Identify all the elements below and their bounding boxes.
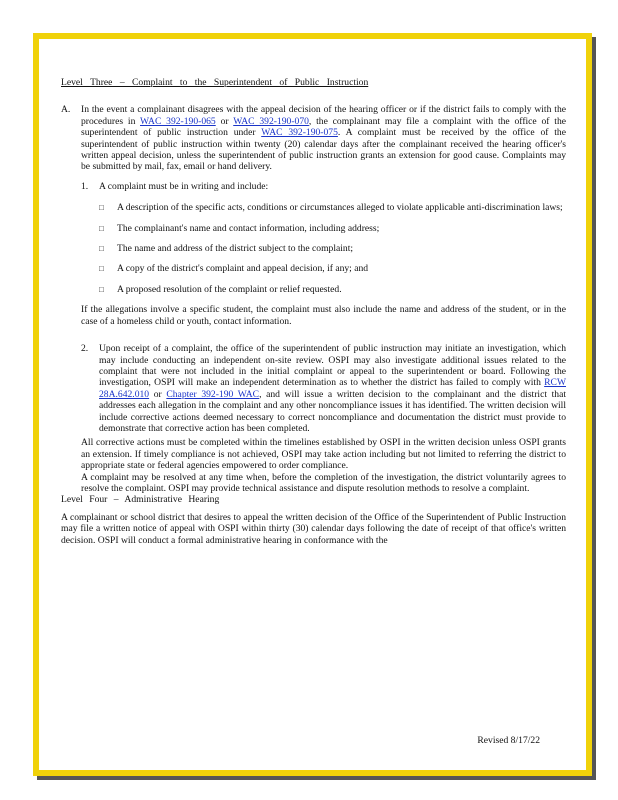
- item-2: 2. Upon receipt of a complaint, the office of the superintendent of public instruction may initiate an investigation, which may include conducting an independent on-site review. OSPI may also investigate additional issues related to the complaint that were not included in the initial complaint or appeal to the superintendent or board. Following the investigation, OSPI will make an independent determination as to whether the district has failed to comply with RCW 28A.642.010 or Chapter 392-190 WAC, and will issue a written decision to the complainant and the district that addresses each allegation in the complaint and any other noncompliance issues it has identified. The written decision will include corrective actions deemed necessary to correct noncompliance and documentation the district must provide to demonstrate that corrective action has been completed.: [81, 343, 567, 434]
- wac-392-190-065-link[interactable]: WAC 392-190-065: [140, 115, 216, 127]
- document-body: [61, 77, 566, 546]
- section-a-label: A.: [61, 104, 71, 116]
- complaint-requirements-list: [99, 202, 566, 295]
- section-a-text: In the event a complainant disagrees with the appeal decision of the hearing officer or if the district fails to comply with the procedures in WAC 392-190-065 or WAC 392-190-070, the complainant may file a complaint with the office of the superintendent of public instruction under WAC 392-190-075. A complaint must be received by the office of the superintendent of public instruction within twenty (20) calendar days after the complainant received the hearing officer's written appeal decision, unless the superintendent of public instruction grants an extension for good cause. Complaints may be submitted by mail, fax, email or hand delivery.: [81, 104, 567, 173]
- list-item: □ A proposed resolution of the complaint or relief requested.: [99, 283, 342, 295]
- checkbox-bullet-icon: □: [99, 203, 104, 213]
- wac-392-190-075-link[interactable]: WAC 392-190-075: [261, 127, 338, 139]
- wac-392-190-070-link[interactable]: WAC 392-190-070: [233, 115, 309, 127]
- item-1: 1. A complaint must be in writing and include:: [81, 181, 566, 192]
- level-four-text: A complainant or school district that desires to appeal the written decision of the Office of the Superintendent of Public Instruction may file a written notice of appeal with OSPI within thirty (30) calendar days following the date of receipt of that office's written decision. OSPI will conduct a formal administrative hearing in conformance with the: [61, 511, 566, 546]
- corrective-actions-paragraph: All corrective actions must be completed within the timelines established by OSPI in the written decision unless OSPI grants an extension. If timely compliance is not achieved, OSPI may take action including but not limited to referring the district to appropriate state or federal agencies empowered to order compliance.: [81, 437, 566, 472]
- list-item: □ A description of the specific acts, conditions or circumstances alleged to violate applicable anti-discrimination laws;: [99, 202, 563, 214]
- section-a: [61, 104, 566, 494]
- list-item: □ The name and address of the district subject to the complaint;: [99, 243, 354, 255]
- level-three-heading: Level Three – Complaint to the Superintendent of Public Instruction: [61, 77, 369, 88]
- checkbox-bullet-icon: □: [99, 223, 104, 233]
- list-item: □ The complainant's name and contact information, including address;: [99, 222, 380, 234]
- checkbox-bullet-icon: □: [99, 284, 104, 294]
- item-2-text: Upon receipt of a complaint, the office of the superintendent of public instruction may initiate an investigation, which may include conducting an independent on-site review. OSPI may also investigate additional issues related to the complaint that were not included in the initial complaint or appeal to the superintendent or board. Following the investigation, OSPI will make an independent determination as to whether the district has failed to comply with RCW 28A.642.010 or Chapter 392-190 WAC, and will issue a written decision to the complainant and the district that addresses each allegation in the complaint and any other noncompliance issues it has identified. The written decision will include corrective actions deemed necessary to correct noncompliance and documentation the district must provide to demonstrate that corrective action has been completed.: [99, 343, 567, 434]
- page-frame: [33, 33, 592, 776]
- level-four-heading: Level Four – Administrative Hearing: [61, 494, 220, 506]
- checkbox-bullet-icon: □: [99, 264, 104, 274]
- checkbox-bullet-icon: □: [99, 244, 104, 254]
- item-1-intro: A complaint must be in writing and include:: [99, 180, 269, 192]
- list-item: □ A copy of the district's complaint and appeal decision, if any; and: [99, 263, 369, 275]
- resolution-paragraph: A complaint may be resolved at any time when, before the completion of the investigation, the district voluntarily agrees to resolve the complaint. OSPI may provide technical assistance and dispute resolution methods to resolve a complaint.: [81, 471, 566, 494]
- student-allegation-paragraph: If the allegations involve a specific student, the complaint must also include the name and address of the student, or in the case of a homeless child or youth, contact information.: [81, 304, 566, 327]
- revision-date: Revised 8/17/22: [477, 735, 540, 746]
- rcw-28a-642-010-link[interactable]: RCW 28A.642.010: [99, 377, 566, 400]
- chapter-392-190-wac-link[interactable]: Chapter 392-190 WAC: [166, 388, 260, 400]
